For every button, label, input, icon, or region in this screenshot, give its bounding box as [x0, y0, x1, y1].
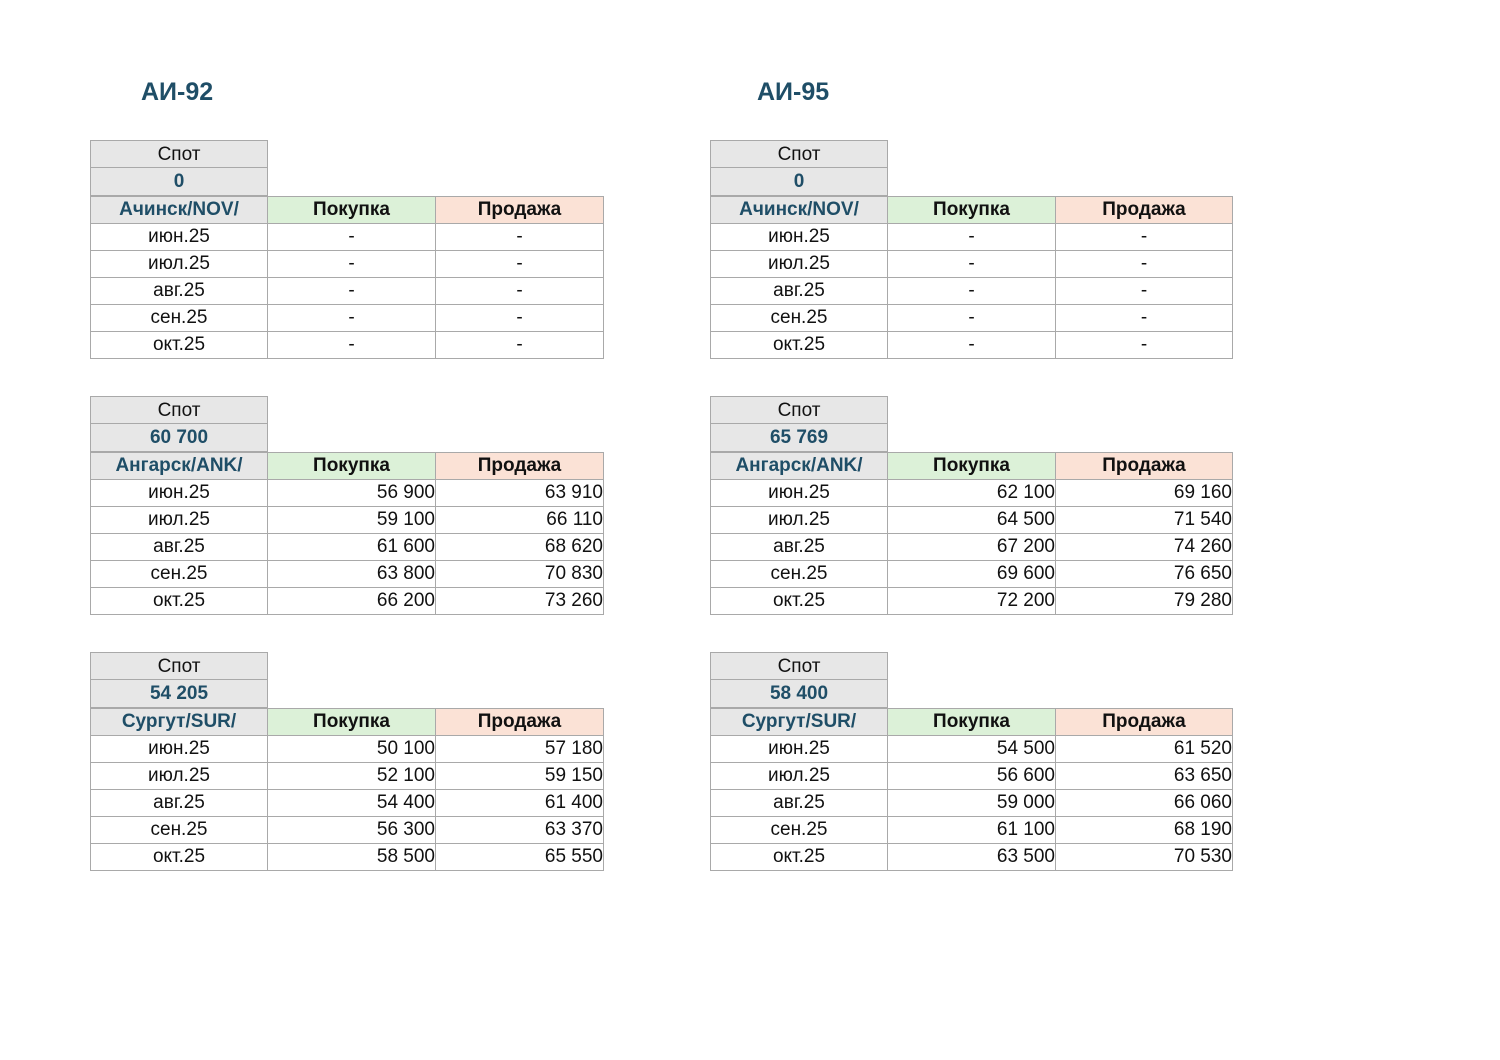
month-cell: июл.25 [711, 763, 888, 790]
buy-cell: 56 300 [268, 817, 436, 844]
buy-header: Покупка [268, 709, 436, 736]
sell-cell: 68 620 [436, 534, 604, 561]
table-row [91, 332, 604, 359]
sell-cell: 63 910 [436, 480, 604, 507]
sell-header: Продажа [436, 197, 604, 224]
buy-cell: 59 000 [888, 790, 1056, 817]
table-row [91, 844, 604, 871]
sell-header: Продажа [1056, 197, 1233, 224]
ai92-block-1 [90, 396, 604, 615]
table-header-row [711, 709, 1233, 736]
spot-value: 54 205 [90, 680, 268, 708]
month-cell: июн.25 [91, 224, 268, 251]
buy-cell: 58 500 [268, 844, 436, 871]
sell-cell: 59 150 [436, 763, 604, 790]
spot-value: 65 769 [710, 424, 888, 452]
sell-cell: - [436, 278, 604, 305]
month-cell: окт.25 [91, 588, 268, 615]
table-row [91, 561, 604, 588]
sell-cell: - [1056, 332, 1233, 359]
price-table [90, 196, 604, 359]
buy-cell: - [888, 224, 1056, 251]
spot-label: Спот [90, 396, 268, 424]
month-cell: окт.25 [711, 844, 888, 871]
buy-cell: 61 100 [888, 817, 1056, 844]
month-cell: окт.25 [91, 844, 268, 871]
buy-cell: - [268, 278, 436, 305]
spot-value: 60 700 [90, 424, 268, 452]
month-cell: сен.25 [711, 817, 888, 844]
buy-cell: 63 800 [268, 561, 436, 588]
sell-cell: 79 280 [1056, 588, 1233, 615]
ai92-block-0 [90, 140, 604, 359]
buy-cell: - [888, 305, 1056, 332]
month-cell: июл.25 [91, 251, 268, 278]
sell-header: Продажа [436, 453, 604, 480]
buy-cell: 56 900 [268, 480, 436, 507]
sell-cell: - [436, 224, 604, 251]
month-cell: окт.25 [91, 332, 268, 359]
table-row [91, 534, 604, 561]
table-row [711, 763, 1233, 790]
sell-header: Продажа [1056, 453, 1233, 480]
spot-label: Спот [90, 652, 268, 680]
table-row [711, 305, 1233, 332]
spot-label: Спот [710, 396, 888, 424]
table-header-row [711, 197, 1233, 224]
spot-value: 58 400 [710, 680, 888, 708]
sell-cell: - [436, 332, 604, 359]
buy-header: Покупка [888, 709, 1056, 736]
sell-cell: 63 650 [1056, 763, 1233, 790]
buy-cell: 50 100 [268, 736, 436, 763]
buy-cell: 54 500 [888, 736, 1056, 763]
month-cell: авг.25 [91, 790, 268, 817]
buy-cell: - [888, 332, 1056, 359]
table-row [711, 251, 1233, 278]
ai92-title: АИ-92 [141, 78, 214, 106]
month-cell: июн.25 [711, 480, 888, 507]
buy-cell: 66 200 [268, 588, 436, 615]
buy-cell: - [268, 332, 436, 359]
table-row [711, 507, 1233, 534]
table-row [711, 588, 1233, 615]
sell-cell: 68 190 [1056, 817, 1233, 844]
location-header: Ачинск/NOV/ [711, 197, 888, 224]
month-cell: сен.25 [711, 305, 888, 332]
sell-cell: 74 260 [1056, 534, 1233, 561]
buy-cell: - [268, 305, 436, 332]
sell-header: Продажа [436, 709, 604, 736]
sell-cell: 63 370 [436, 817, 604, 844]
sell-cell: 70 830 [436, 561, 604, 588]
month-cell: авг.25 [711, 790, 888, 817]
spot-box [710, 140, 888, 196]
spot-box [710, 652, 888, 708]
location-header: Ангарск/ANK/ [91, 453, 268, 480]
sell-cell: - [1056, 251, 1233, 278]
table-row [91, 507, 604, 534]
sell-cell: - [436, 305, 604, 332]
buy-cell: 56 600 [888, 763, 1056, 790]
month-cell: июн.25 [711, 224, 888, 251]
buy-cell: 61 600 [268, 534, 436, 561]
location-header: Ангарск/ANK/ [711, 453, 888, 480]
sell-cell: 61 400 [436, 790, 604, 817]
sell-cell: 69 160 [1056, 480, 1233, 507]
spot-box [90, 652, 268, 708]
table-row [711, 332, 1233, 359]
table-row [91, 480, 604, 507]
sell-cell: - [1056, 278, 1233, 305]
spot-label: Спот [90, 140, 268, 168]
month-cell: авг.25 [91, 534, 268, 561]
sell-cell: 57 180 [436, 736, 604, 763]
ai95-block-1 [710, 396, 1233, 615]
table-header-row [91, 709, 604, 736]
buy-cell: - [268, 251, 436, 278]
price-table [710, 708, 1233, 871]
month-cell: авг.25 [91, 278, 268, 305]
sell-cell: 70 530 [1056, 844, 1233, 871]
month-cell: июл.25 [711, 507, 888, 534]
sell-cell: 65 550 [436, 844, 604, 871]
month-cell: авг.25 [711, 278, 888, 305]
sell-cell: - [1056, 305, 1233, 332]
buy-cell: 64 500 [888, 507, 1056, 534]
price-table [90, 708, 604, 871]
spot-value: 0 [710, 168, 888, 196]
ai95-title: АИ-95 [757, 78, 830, 106]
month-cell: окт.25 [711, 332, 888, 359]
table-row [711, 480, 1233, 507]
table-row [91, 305, 604, 332]
month-cell: сен.25 [91, 817, 268, 844]
location-header: Сургут/SUR/ [711, 709, 888, 736]
table-row [91, 790, 604, 817]
month-cell: авг.25 [711, 534, 888, 561]
sell-cell: 71 540 [1056, 507, 1233, 534]
ai95-block-2 [710, 652, 1233, 871]
table-header-row [91, 197, 604, 224]
buy-cell: 69 600 [888, 561, 1056, 588]
table-row [711, 844, 1233, 871]
ai92-block-2 [90, 652, 604, 871]
buy-cell: 54 400 [268, 790, 436, 817]
table-row [711, 790, 1233, 817]
table-row [711, 736, 1233, 763]
sell-cell: 66 110 [436, 507, 604, 534]
buy-header: Покупка [888, 197, 1056, 224]
buy-cell: 63 500 [888, 844, 1056, 871]
sell-cell: 66 060 [1056, 790, 1233, 817]
buy-header: Покупка [888, 453, 1056, 480]
spot-value: 0 [90, 168, 268, 196]
month-cell: окт.25 [711, 588, 888, 615]
month-cell: июн.25 [711, 736, 888, 763]
spot-label: Спот [710, 140, 888, 168]
buy-header: Покупка [268, 197, 436, 224]
buy-cell: 59 100 [268, 507, 436, 534]
location-header: Сургут/SUR/ [91, 709, 268, 736]
table-row [91, 588, 604, 615]
month-cell: июл.25 [91, 763, 268, 790]
spot-box [90, 396, 268, 452]
table-row [91, 278, 604, 305]
table-row [91, 251, 604, 278]
price-table [90, 452, 604, 615]
month-cell: июл.25 [711, 251, 888, 278]
month-cell: сен.25 [711, 561, 888, 588]
sell-header: Продажа [1056, 709, 1233, 736]
sell-cell: 73 260 [436, 588, 604, 615]
buy-cell: 52 100 [268, 763, 436, 790]
buy-header: Покупка [268, 453, 436, 480]
table-header-row [711, 453, 1233, 480]
month-cell: июн.25 [91, 480, 268, 507]
sell-cell: - [1056, 224, 1233, 251]
sell-cell: - [436, 251, 604, 278]
month-cell: июн.25 [91, 736, 268, 763]
month-cell: июл.25 [91, 507, 268, 534]
price-table [710, 196, 1233, 359]
location-header: Ачинск/NOV/ [91, 197, 268, 224]
price-table [710, 452, 1233, 615]
month-cell: сен.25 [91, 305, 268, 332]
table-row [91, 736, 604, 763]
table-row [711, 278, 1233, 305]
buy-cell: - [888, 251, 1056, 278]
spot-label: Спот [710, 652, 888, 680]
spot-box [90, 140, 268, 196]
table-row [91, 763, 604, 790]
buy-cell: 62 100 [888, 480, 1056, 507]
buy-cell: 67 200 [888, 534, 1056, 561]
table-row [711, 224, 1233, 251]
spot-box [710, 396, 888, 452]
buy-cell: - [268, 224, 436, 251]
table-row [711, 561, 1233, 588]
sell-cell: 76 650 [1056, 561, 1233, 588]
sell-cell: 61 520 [1056, 736, 1233, 763]
table-row [711, 817, 1233, 844]
ai95-block-0 [710, 140, 1233, 359]
month-cell: сен.25 [91, 561, 268, 588]
table-row [91, 817, 604, 844]
table-row [711, 534, 1233, 561]
buy-cell: 72 200 [888, 588, 1056, 615]
table-header-row [91, 453, 604, 480]
table-row [91, 224, 604, 251]
buy-cell: - [888, 278, 1056, 305]
